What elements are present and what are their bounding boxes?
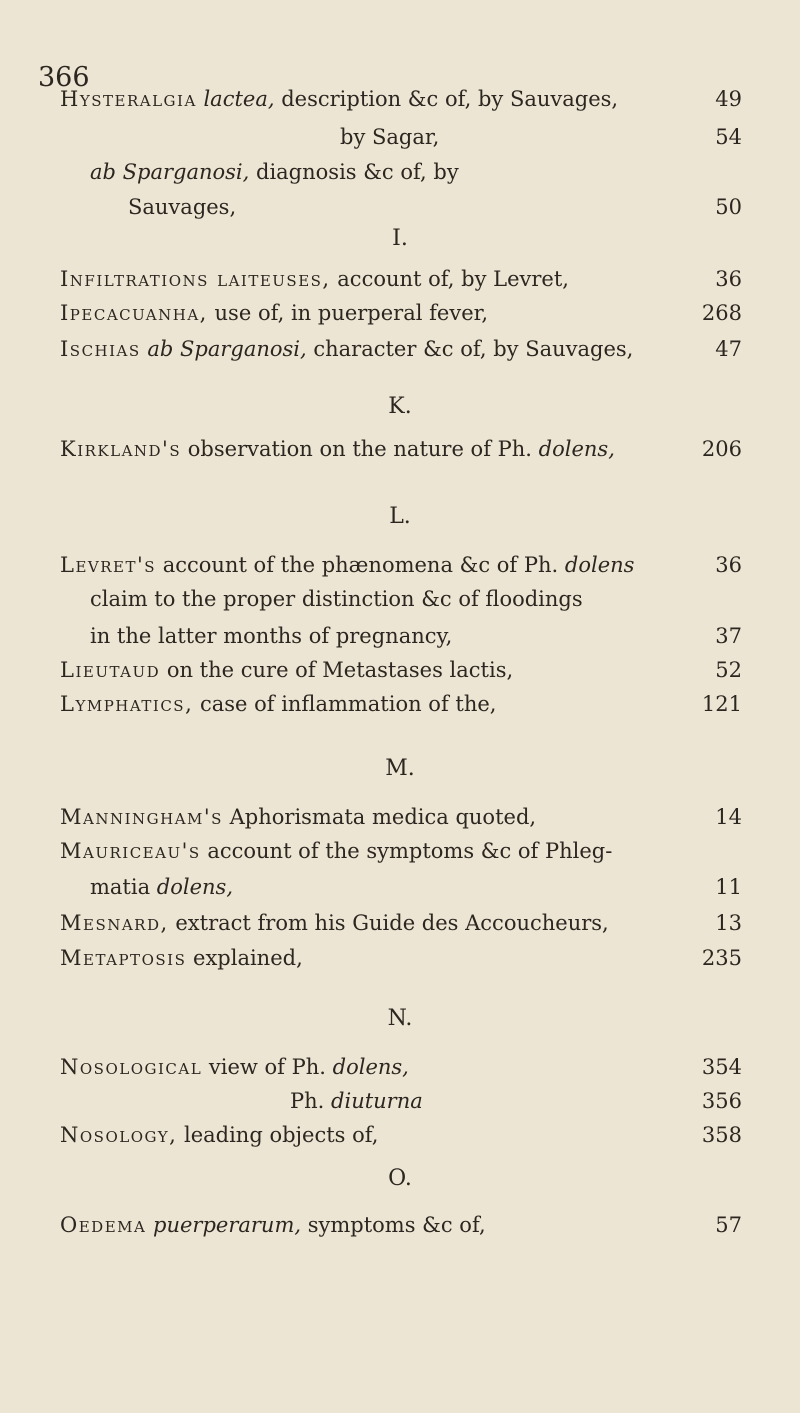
- page-ref: 13: [715, 911, 742, 935]
- entry-text: use of, in puerperal fever,: [207, 301, 489, 325]
- entry-head: Kirkland's: [60, 437, 182, 461]
- index-entry: [0, 619, 800, 653]
- page-ref: 50: [715, 195, 742, 219]
- entry-text: Sauvages,: [128, 195, 237, 219]
- entry-italic: dolens,: [156, 875, 234, 899]
- page-ref: 47: [715, 337, 742, 361]
- entry-text: in the latter months of pregnancy,: [90, 624, 453, 648]
- entry-italic: dolens: [564, 553, 635, 577]
- index-entry: [0, 82, 800, 116]
- section-letter: M.: [385, 756, 415, 781]
- entry-head: Mauriceau's: [60, 839, 201, 863]
- entry-head: Levret's: [60, 553, 157, 577]
- page-ref: 354: [701, 1055, 742, 1079]
- entry-text: Ph.: [290, 1089, 325, 1113]
- section-letter: N.: [387, 1006, 413, 1031]
- page-ref: 36: [715, 267, 742, 291]
- index-entry: [0, 582, 800, 616]
- entry-head: Nosological: [60, 1055, 203, 1079]
- entry-text: Aphorismata medica quoted,: [222, 805, 537, 829]
- entry-italic: dolens,: [538, 437, 615, 461]
- page-ref: 268: [701, 301, 742, 325]
- index-entry: [0, 296, 800, 330]
- entry-text: account of, by Levret,: [330, 267, 569, 291]
- index-entry: [0, 1050, 800, 1084]
- page-ref: 37: [715, 624, 742, 648]
- entry-italic: puerperarum,: [153, 1213, 302, 1237]
- page-ref: 356: [701, 1089, 742, 1113]
- entry-text: diagnosis &c of, by: [249, 160, 459, 184]
- page-ref: 121: [701, 692, 742, 716]
- section-letter: L.: [389, 504, 411, 529]
- entry-head: Mesnard,: [60, 911, 169, 935]
- entry-text: account of the symptoms &c of Phleg-: [200, 839, 613, 863]
- entry-head: Metaptosis: [60, 946, 187, 970]
- page-ref: 206: [701, 437, 742, 461]
- entry-text: view of Ph.: [202, 1055, 326, 1079]
- section-letter: K.: [388, 394, 412, 419]
- index-entry: [0, 432, 800, 466]
- entry-head: Infiltrations laiteuses,: [60, 267, 331, 291]
- entry-head: Oedema: [60, 1213, 147, 1237]
- entry-italic: ab Sparganosi,: [147, 337, 307, 361]
- index-entry: [0, 941, 800, 975]
- page-ref: 54: [715, 125, 742, 149]
- index-entry: [0, 834, 800, 868]
- entry-head: Lieutaud: [60, 658, 161, 682]
- index-entry: [0, 906, 800, 940]
- entry-text: matia: [90, 875, 151, 899]
- page-ref: 358: [701, 1123, 742, 1147]
- entry-italic: lactea,: [203, 87, 275, 111]
- page-ref: 235: [701, 946, 742, 970]
- entry-italic: ab Sparganosi,: [90, 160, 250, 184]
- index-entry: [0, 332, 800, 366]
- index-entry: [0, 1118, 800, 1152]
- entry-head: Nosology,: [60, 1123, 178, 1147]
- index-entry: [0, 120, 800, 154]
- entry-text: on the cure of Metastases lactis,: [160, 658, 514, 682]
- index-entry: [0, 1084, 800, 1118]
- entry-head: Ischias: [60, 337, 141, 361]
- page-ref: 14: [715, 805, 742, 829]
- entry-text: description &c of, by Sauvages,: [274, 87, 619, 111]
- entry-text: explained,: [186, 946, 303, 970]
- section-letter: I.: [392, 226, 408, 251]
- index-entry: [0, 1208, 800, 1242]
- index-entry: [0, 687, 800, 721]
- entry-text: observation on the nature of Ph.: [181, 437, 532, 461]
- index-entry: [0, 800, 800, 834]
- entry-italic: dolens,: [332, 1055, 409, 1079]
- page-ref: 49: [715, 87, 742, 111]
- entry-head: Lymphatics,: [60, 692, 194, 716]
- entry-text: by Sagar,: [340, 125, 440, 149]
- entry-text: extract from his Guide des Accoucheurs,: [168, 911, 609, 935]
- index-entry: [0, 548, 800, 582]
- index-entry: [0, 155, 800, 189]
- page-ref: 11: [715, 875, 742, 899]
- entry-text: case of inflammation of the,: [193, 692, 497, 716]
- page-ref: 52: [715, 658, 742, 682]
- index-entry: [0, 190, 800, 224]
- entry-head: Ipecacuanha,: [60, 301, 208, 325]
- page-number: 366: [38, 62, 90, 93]
- page-ref: 36: [715, 553, 742, 577]
- entry-head: Manningham's: [60, 805, 223, 829]
- page-ref: 57: [715, 1213, 742, 1237]
- index-entry: [0, 870, 800, 904]
- entry-text: claim to the proper distinction &c of floodings: [90, 587, 583, 611]
- entry-italic: diuturna: [331, 1089, 423, 1113]
- entry-text: character &c of, by Sauvages,: [306, 337, 634, 361]
- entry-text: symptoms &c of,: [301, 1213, 486, 1237]
- entry-text: leading objects of,: [177, 1123, 379, 1147]
- index-entry: [0, 653, 800, 687]
- index-entry: [0, 262, 800, 296]
- section-letter: O.: [388, 1166, 412, 1191]
- entry-head: Hysteralgia: [60, 87, 197, 111]
- entry-text: account of the phænomena &c of Ph.: [156, 553, 559, 577]
